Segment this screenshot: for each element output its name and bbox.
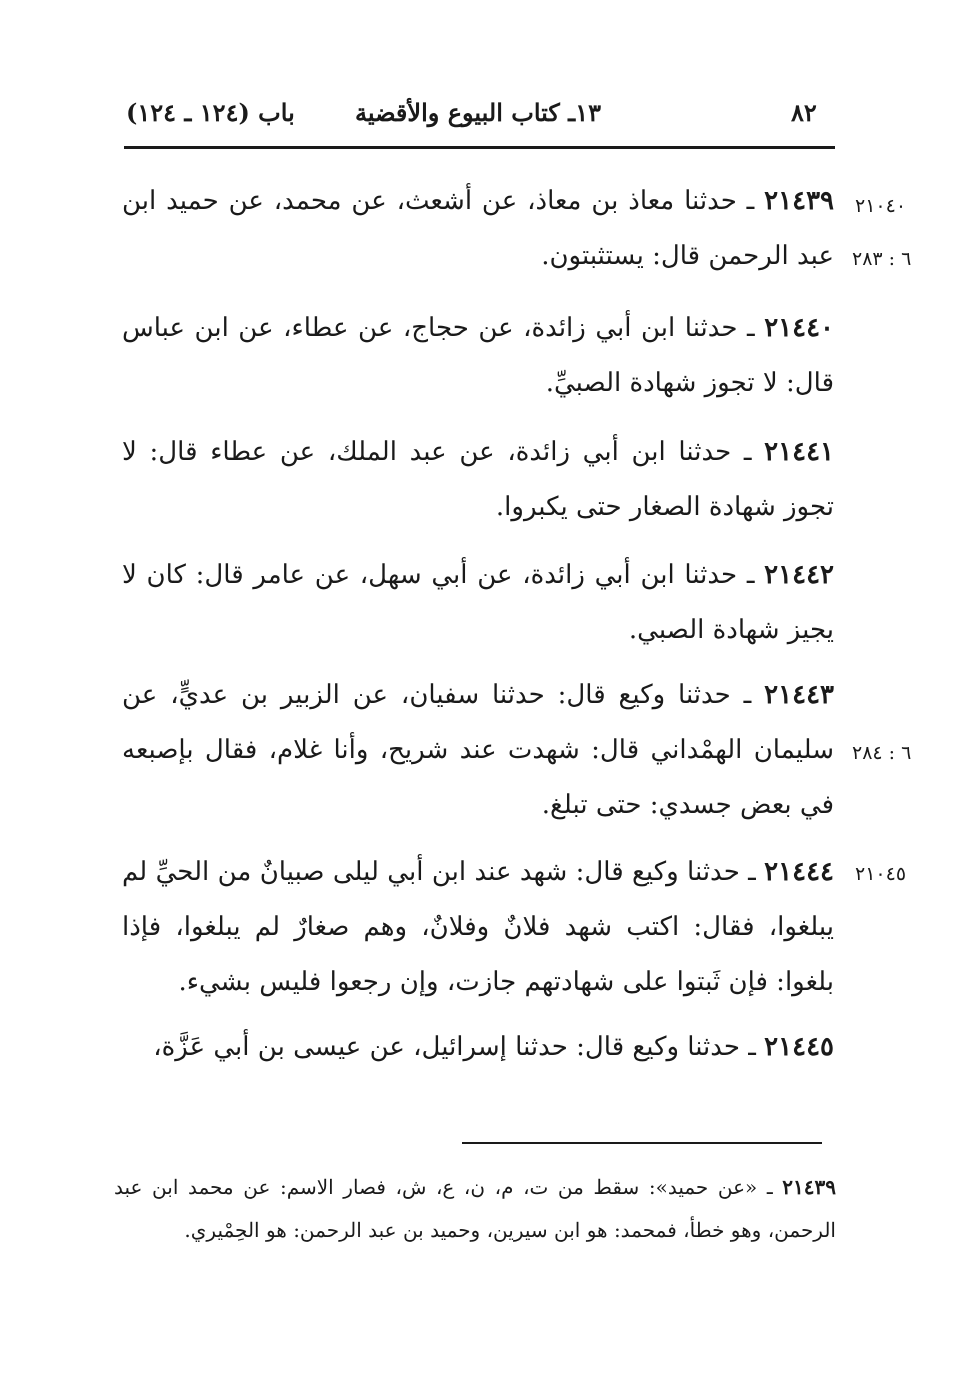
header-rule: [124, 146, 835, 149]
hadith-entry: ٢١٤٤٣ ـ حدثنا وكيع قال: حدثنا سفيان، عن الزبير بن عديٍّ، عن سليمان الهمْداني قال: شهدت عند شريح، وأنا غلام، فقال بإصبعه في بعض جسدي: حتى تبلغ.: [122, 680, 834, 820]
hadith-entry: ٢١٤٤٥ ـ حدثنا وكيع قال: حدثنا إسرائيل، عن عيسى بن أبي عَزَّة،: [153, 1032, 834, 1062]
hadith-entry: ٢١٤٤٤ ـ حدثنا وكيع قال: شهد عند ابن أبي ليلى صبيانٌ من الحيِّ لم يبلغوا، فقال: اكتب شهد فلانٌ وفلانٌ، وهم صغارٌ لم يبلغوا، فإذا بلغوا: فإن ثَبتوا على شهادتهم جازت، وإن رجعوا فليس بشيء.: [122, 857, 834, 997]
entry-text: حدثنا وكيع قال: شهد عند ابن أبي ليلى صبيانٌ من الحيِّ لم يبلغوا، فقال: اكتب شهد فلانٌ وفلانٌ، وهم صغارٌ لم يبلغوا، فإذا بلغوا: فإن ثَبتوا على شهادتهم جازت، وإن رجعوا فليس بشيء.: [122, 857, 834, 997]
margin-note: ٢١٠٤٠: [855, 195, 907, 217]
entry-number: ٢١٤٤٣: [764, 680, 834, 710]
hadith-entry: ٢١٤٤١ ـ حدثنا ابن أبي زائدة، عن عبد الملك، عن عطاء قال: لا تجوز شهادة الصغار حتى يكبروا.: [122, 437, 834, 522]
entry-text: حدثنا ابن أبي زائدة، عن حجاج، عن عطاء، عن ابن عباس قال: لا تجوز شهادة الصبيِّ.: [122, 313, 834, 398]
entry-text: حدثنا ابن أبي زائدة، عن عبد الملك، عن عطاء قال: لا تجوز شهادة الصغار حتى يكبروا.: [122, 437, 834, 522]
entry-text: حدثنا وكيع قال: حدثنا إسرائيل، عن عيسى بن أبي عَزَّة،: [153, 1032, 741, 1062]
book-title: ١٣ـ كتاب البيوع والأقضية: [355, 98, 601, 127]
entry-number: ٢١٤٤٤: [764, 857, 834, 887]
entry-number: ٢١٤٤١: [764, 437, 834, 467]
footnote-text: «عن حميد»: سقط من ت، م، ن، ع، ش، فصار الاسم: عن محمد ابن عبد الرحمن، وهو خطأ، فمحمد: هو ابن سيرين، وحميد بن عبد الرحمن: هو الحِمْيري.: [114, 1175, 836, 1242]
entry-text: حدثنا وكيع قال: حدثنا سفيان، عن الزبير بن عديٍّ، عن سليمان الهمْداني قال: شهدت عند شريح، وأنا غلام، فقال بإصبعه في بعض جسدي: حتى تبلغ.: [122, 680, 834, 820]
chapter-heading: باب (١٢٤ ـ ١٢٤): [126, 98, 295, 127]
hadith-entry: ٢١٤٣٩ ـ حدثنا معاذ بن معاذ، عن أشعث، عن محمد، عن حميد ابن عبد الرحمن قال: يستثبتون.: [122, 186, 834, 271]
margin-note: ٦ : ٢٨٤: [852, 742, 912, 764]
footnote-rule: [462, 1142, 822, 1144]
entry-number: ٢١٤٤٥: [764, 1032, 834, 1062]
entry-text: حدثنا ابن أبي زائدة، عن أبي سهل، عن عامر قال: كان لا يجيز شهادة الصبي.: [122, 560, 834, 645]
footnote-number: ٢١٤٣٩: [782, 1175, 837, 1199]
page-number: ٨٢: [791, 98, 817, 127]
entry-number: ٢١٤٤٢: [764, 560, 834, 590]
margin-note: ٢١٠٤٥: [855, 863, 907, 885]
entry-text: حدثنا معاذ بن معاذ، عن أشعث، عن محمد، عن حميد ابن عبد الرحمن قال: يستثبتون.: [122, 186, 834, 271]
margin-note: ٦ : ٢٨٣: [852, 248, 912, 270]
entry-number: ٢١٤٤٠: [764, 313, 835, 343]
footnote: ٢١٤٣٩ ـ «عن حميد»: سقط من ت، م، ن، ع، ش، فصار الاسم: عن محمد ابن عبد الرحمن، وهو خطأ، فمحمد: هو ابن سيرين، وحميد بن عبد الرحمن: هو الحِمْيري.: [114, 1175, 837, 1242]
hadith-entry: ٢١٤٤٢ ـ حدثنا ابن أبي زائدة، عن أبي سهل، عن عامر قال: كان لا يجيز شهادة الصبي.: [122, 560, 834, 645]
entry-number: ٢١٤٣٩: [764, 186, 834, 216]
hadith-entry: ٢١٤٤٠ ـ حدثنا ابن أبي زائدة، عن حجاج، عن عطاء، عن ابن عباس قال: لا تجوز شهادة الصبيِّ.: [122, 313, 835, 398]
